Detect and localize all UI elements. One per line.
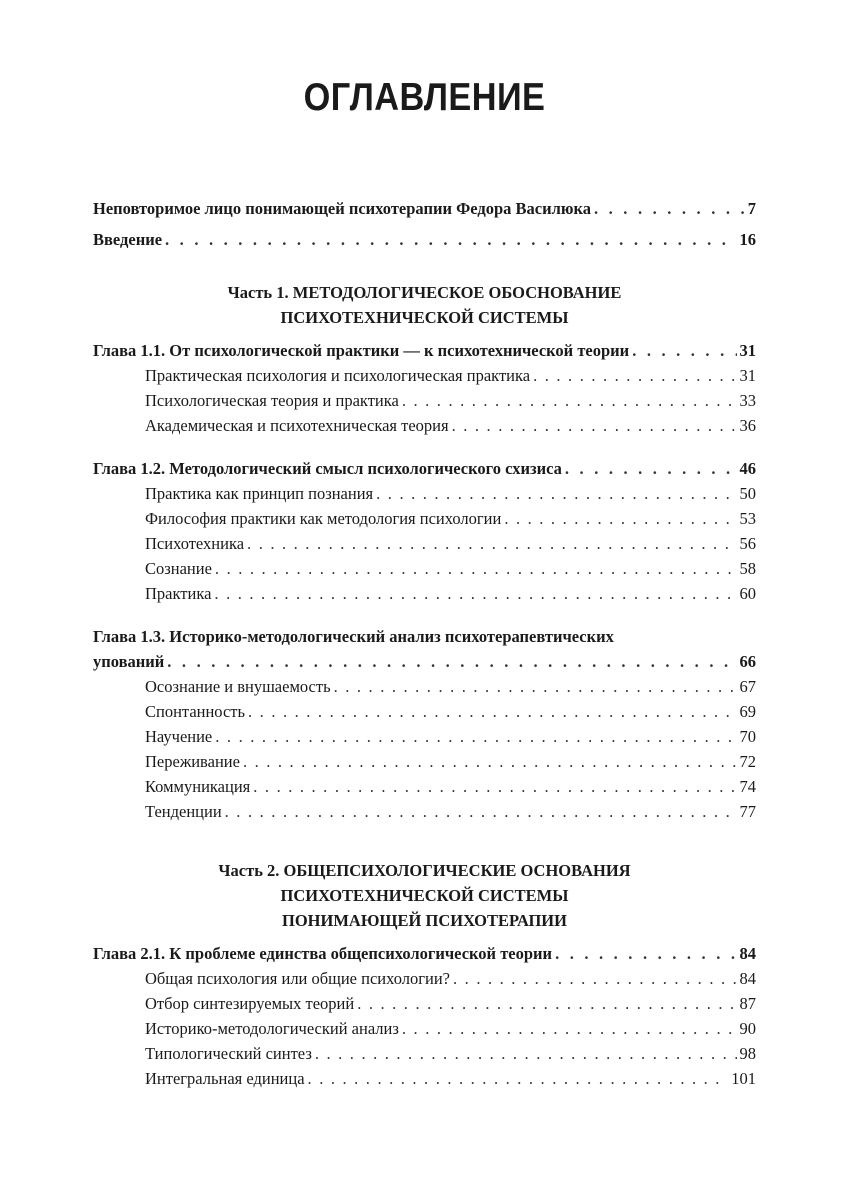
- dot-leader: [243, 749, 737, 774]
- section-page: 90: [739, 1019, 756, 1038]
- toc-entry-preface[interactable]: [93, 196, 756, 221]
- section-title: Сознание: [145, 559, 212, 578]
- section-page: 60: [739, 584, 756, 603]
- chapter-title: Глава 1.2. Методологический смысл психологического схизиса: [93, 459, 562, 478]
- section-entry[interactable]: [93, 1066, 756, 1091]
- dot-leader: [452, 413, 737, 438]
- section-entry[interactable]: [93, 966, 756, 991]
- section-entry[interactable]: [93, 749, 756, 774]
- section-title: Историко-методологический анализ: [145, 1019, 399, 1038]
- section-title: Типологический синтез: [145, 1044, 312, 1063]
- toc-entry-title: Введение: [93, 230, 163, 249]
- section-page: 58: [739, 559, 756, 578]
- dot-leader: [533, 363, 736, 388]
- part-2-heading: [93, 858, 756, 933]
- section-title: Научение: [145, 727, 213, 746]
- section-entry[interactable]: [93, 481, 756, 506]
- section-page: 72: [739, 752, 756, 771]
- chapter-title: Глава 1.3. Историко-методологический анализ психотерапевтических: [93, 627, 614, 646]
- part-heading-line: ПСИХОТЕХНИЧЕСКОЙ СИСТЕМЫ: [280, 886, 569, 905]
- dot-leader: [453, 966, 736, 991]
- section-title: Практическая психология и психологическая практика: [145, 366, 531, 385]
- chapter-1-2[interactable]: [93, 456, 756, 481]
- section-page: 101: [731, 1069, 756, 1088]
- dot-leader: [376, 481, 736, 506]
- section-title: Спонтанность: [145, 702, 246, 721]
- section-entry[interactable]: [93, 506, 756, 531]
- dot-leader: [334, 674, 737, 699]
- section-title: Коммуникация: [145, 777, 251, 796]
- section-entry[interactable]: [93, 363, 756, 388]
- part-heading-line: ПСИХОТЕХНИЧЕСКОЙ СИСТЕМЫ: [280, 308, 569, 327]
- section-page: 36: [739, 416, 756, 435]
- section-entry[interactable]: [93, 724, 756, 749]
- toc-entry-page: 7: [747, 199, 756, 218]
- section-entry[interactable]: [93, 774, 756, 799]
- section-title: Практика как принцип познания: [145, 484, 374, 503]
- dot-leader: [357, 991, 736, 1016]
- part-heading-line: ПОНИМАЮЩЕЙ ПСИХОТЕРАПИИ: [282, 911, 567, 930]
- dot-leader: [165, 227, 736, 252]
- section-title: Отбор синтезируемых теорий: [145, 994, 355, 1013]
- chapter-title: Глава 1.1. От психологической практики — к психотехнической теории: [93, 341, 630, 360]
- dot-leader: [215, 556, 737, 581]
- chapter-2-1[interactable]: [93, 941, 756, 966]
- dot-leader: [402, 388, 737, 413]
- dot-leader: [214, 581, 736, 606]
- section-title: Философия практики как методология психологии: [145, 509, 502, 528]
- dot-leader: [504, 506, 736, 531]
- part-heading-line: Часть 2. ОБЩЕПСИХОЛОГИЧЕСКИЕ ОСНОВАНИЯ: [218, 861, 631, 880]
- section-page: 84: [739, 969, 756, 988]
- section-entry[interactable]: [93, 799, 756, 824]
- dot-leader: [167, 649, 736, 674]
- toc-entry-page: 16: [739, 230, 756, 249]
- chapter-page: 46: [739, 459, 756, 478]
- section-page: 77: [739, 802, 756, 821]
- section-page: 87: [739, 994, 756, 1013]
- dot-leader: [565, 456, 737, 481]
- section-page: 33: [739, 391, 756, 410]
- dot-leader: [215, 724, 736, 749]
- section-page: 69: [739, 702, 756, 721]
- section-title: Психологическая теория и практика: [145, 391, 399, 410]
- section-entry[interactable]: [93, 581, 756, 606]
- chapter-page: 84: [739, 944, 756, 963]
- chapter-page: 31: [739, 341, 756, 360]
- dot-leader: [632, 338, 736, 363]
- section-entry[interactable]: [93, 1016, 756, 1041]
- section-page: 98: [739, 1044, 756, 1063]
- section-entry[interactable]: [93, 1041, 756, 1066]
- section-title: Практика: [145, 584, 212, 603]
- dot-leader: [225, 799, 737, 824]
- chapter-title-continued: упований: [93, 652, 165, 671]
- section-title: Тенденции: [145, 802, 222, 821]
- section-page: 74: [739, 777, 756, 796]
- section-page: 70: [739, 727, 756, 746]
- section-title: Общая психология или общие психологии?: [145, 969, 451, 988]
- dot-leader: [594, 196, 745, 221]
- dot-leader: [315, 1041, 737, 1066]
- part-heading-line: Часть 1. МЕТОДОЛОГИЧЕСКОЕ ОБОСНОВАНИЕ: [227, 283, 622, 302]
- chapter-title: Глава 2.1. К проблеме единства общепсихологической теории: [93, 944, 553, 963]
- section-title: Интегральная единица: [145, 1069, 305, 1088]
- chapter-1-1[interactable]: [93, 338, 756, 363]
- toc-entry-title: Неповторимое лицо понимающей психотерапии Федора Василюка: [93, 199, 591, 218]
- section-entry[interactable]: [93, 531, 756, 556]
- dot-leader: [253, 774, 736, 799]
- section-entry[interactable]: [93, 699, 756, 724]
- page-title: ОГЛАВЛЕНИЕ: [303, 76, 546, 119]
- section-page: 56: [739, 534, 756, 553]
- dot-leader: [247, 531, 736, 556]
- section-entry[interactable]: [93, 991, 756, 1016]
- dot-leader: [308, 1066, 729, 1091]
- section-page: 67: [739, 677, 756, 696]
- chapter-page: 66: [739, 652, 756, 671]
- section-title: Переживание: [145, 752, 240, 771]
- section-title: Психотехника: [145, 534, 245, 553]
- section-title: Академическая и психотехническая теория: [145, 416, 449, 435]
- part-1-heading: [93, 280, 756, 330]
- section-page: 31: [739, 366, 756, 385]
- section-page: 53: [739, 509, 756, 528]
- chapter-1-3[interactable]: [93, 624, 756, 674]
- dot-leader: [555, 941, 736, 966]
- section-page: 50: [739, 484, 756, 503]
- toc-entry-introduction[interactable]: [93, 227, 756, 252]
- section-entry[interactable]: [93, 674, 756, 699]
- table-of-contents: [93, 196, 756, 1091]
- section-entry[interactable]: [93, 388, 756, 413]
- dot-leader: [248, 699, 736, 724]
- section-entry[interactable]: [93, 413, 756, 438]
- section-entry[interactable]: [93, 556, 756, 581]
- section-title: Осознание и внушаемость: [145, 677, 331, 696]
- dot-leader: [402, 1016, 737, 1041]
